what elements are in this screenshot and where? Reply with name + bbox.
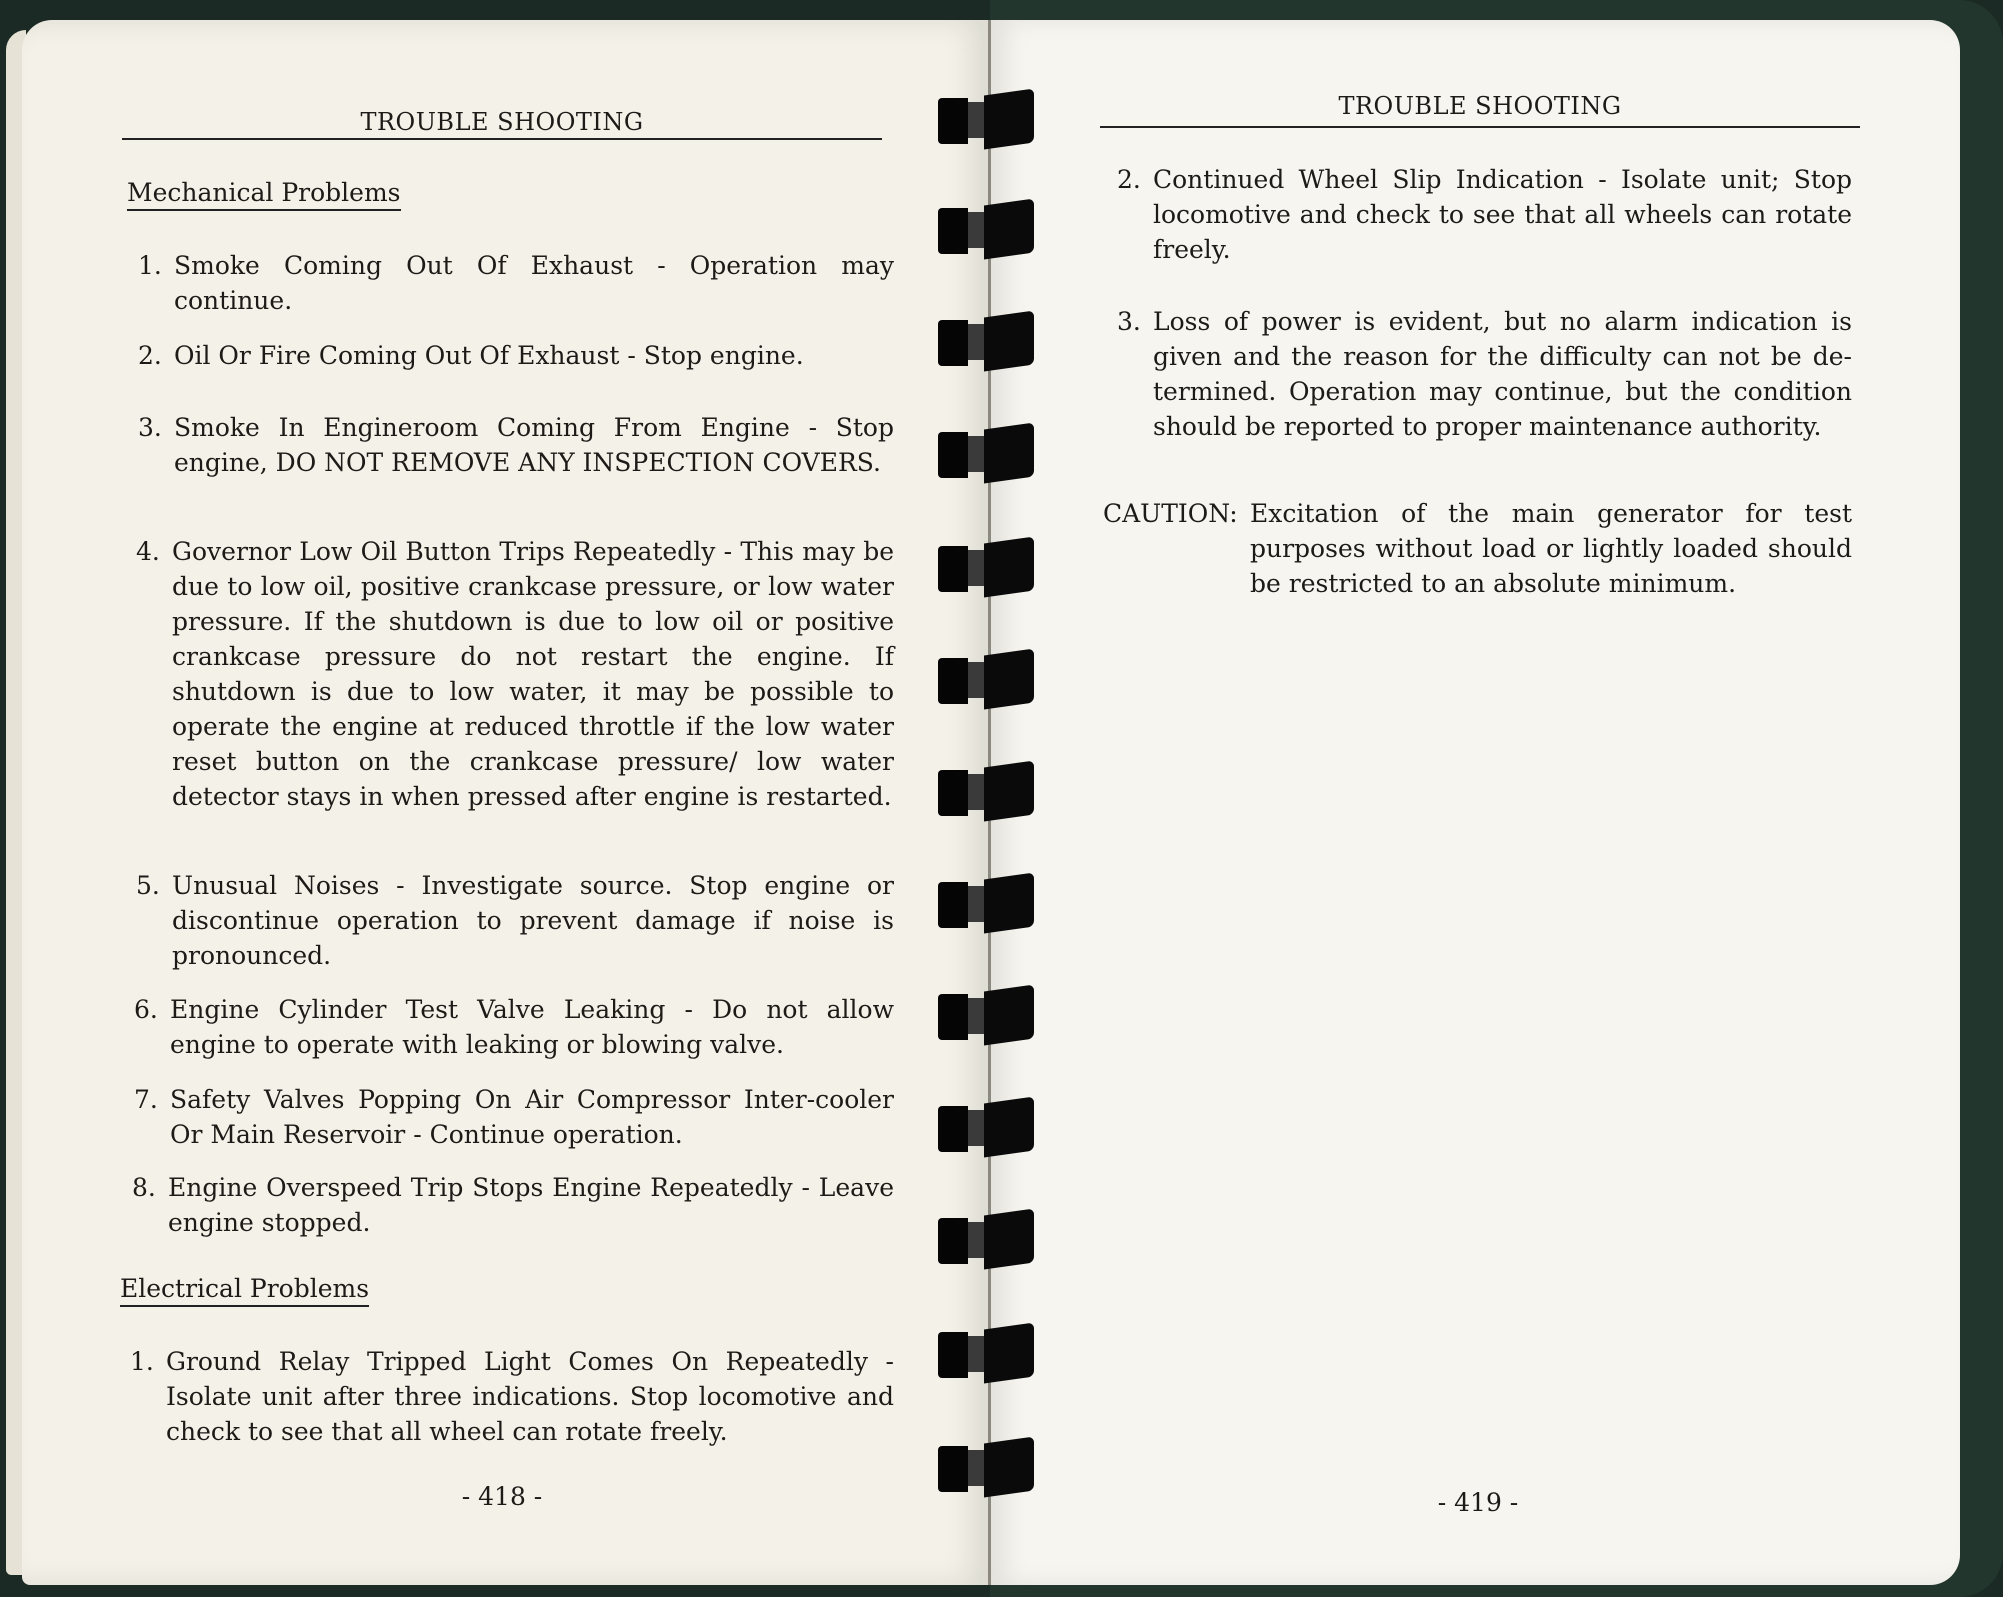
item-number: 7.	[134, 1085, 158, 1114]
page-header: TROUBLE SHOOTING	[1338, 92, 1622, 120]
binding-ring	[938, 876, 1036, 928]
list-item	[136, 534, 894, 814]
list-item	[138, 248, 894, 318]
binding-ring	[938, 1440, 1036, 1492]
list-item	[1117, 304, 1852, 444]
list-item	[130, 1344, 894, 1449]
binding-ring	[938, 426, 1036, 478]
item-text: Governor Low Oil Button Trips Repeatedly - This may be due to low oil, positive crankcase pressure, or low water pressure. If the shutdown is due to low oil or positive crankcase pressure do not restart the engine. If shutdown is due to low water, it may be possible to operate the engine at reduced throttle if the low water reset button on the crankcase pressure/ low water detector stays in when pressed after engine is restarted.	[172, 537, 894, 811]
list-item	[138, 338, 894, 373]
item-number: 1.	[130, 1347, 154, 1376]
item-number: 4.	[136, 537, 160, 566]
item-number: 3.	[138, 413, 162, 442]
binding-ring	[938, 652, 1036, 704]
binding-ring	[938, 202, 1036, 254]
section-heading-mechanical: Mechanical Problems	[127, 178, 401, 211]
item-number: 2.	[138, 341, 162, 370]
caution-note	[1103, 496, 1852, 601]
page-number: - 418 -	[461, 1482, 543, 1511]
item-text: Oil Or Fire Coming Out Of Exhaust - Stop engine.	[174, 341, 804, 370]
spiral-binding	[938, 0, 1038, 1597]
item-number: 6.	[134, 995, 158, 1024]
list-item	[136, 868, 894, 973]
item-text: Engine Cylinder Test Valve Leaking - Do not allow engine to operate with leaking or blowing valve.	[170, 995, 894, 1059]
item-number: 5.	[136, 871, 160, 900]
list-item	[1117, 162, 1852, 267]
caution-label: CAUTION:	[1103, 499, 1238, 528]
right-page	[990, 20, 1960, 1585]
list-item	[134, 992, 894, 1062]
item-text: Smoke In Engineroom Coming From Engine - Stop engine, DO NOT REMOVE ANY INSPECTION COVERS.	[174, 413, 894, 477]
binding-ring	[938, 540, 1036, 592]
item-text: Unusual Noises - Investigate source. Stop engine or discontinue operation to prevent damage if noise is pronounced.	[172, 871, 894, 970]
page-header: TROUBLE SHOOTING	[360, 108, 644, 136]
item-text: Engine Overspeed Trip Stops Engine Repeatedly - Leave engine stopped.	[168, 1173, 894, 1237]
item-text: Loss of power is evident, but no alarm indication is given and the reason for the difficulty can not be de-termined. Operation may continue, but the condition should be reported to proper maintenance authority.	[1153, 307, 1852, 441]
item-text: Safety Valves Popping On Air Compressor Inter-cooler Or Main Reservoir - Continue operation.	[170, 1085, 894, 1149]
section-heading-electrical: Electrical Problems	[120, 1274, 369, 1307]
item-text: Continued Wheel Slip Indication - Isolate unit; Stop locomotive and check to see that all wheels can rotate freely.	[1153, 165, 1852, 264]
list-item	[132, 1170, 894, 1240]
item-number: 2.	[1117, 165, 1141, 194]
left-page	[22, 20, 990, 1585]
header-rule	[122, 138, 882, 140]
list-item	[138, 410, 894, 480]
item-text: Smoke Coming Out Of Exhaust - Operation may continue.	[174, 251, 894, 315]
binding-ring	[938, 1100, 1036, 1152]
binding-ring	[938, 1212, 1036, 1264]
item-number: 1.	[138, 251, 162, 280]
header-rule	[1100, 126, 1860, 128]
item-number: 8.	[132, 1173, 156, 1202]
item-text: Ground Relay Tripped Light Comes On Repeatedly - Isolate unit after three indications. Stop locomotive and check to see that all wheel can rotate freely.	[166, 1347, 894, 1446]
item-number: 3.	[1117, 307, 1141, 336]
caution-text: Excitation of the main generator for test purposes without load or lightly loaded should be restricted to an absolute minimum.	[1250, 499, 1852, 598]
binding-ring	[938, 764, 1036, 816]
list-item	[134, 1082, 894, 1152]
binding-ring	[938, 988, 1036, 1040]
page-number: - 419 -	[1437, 1488, 1519, 1517]
binding-ring	[938, 314, 1036, 366]
binding-ring	[938, 92, 1036, 144]
binding-ring	[938, 1326, 1036, 1378]
